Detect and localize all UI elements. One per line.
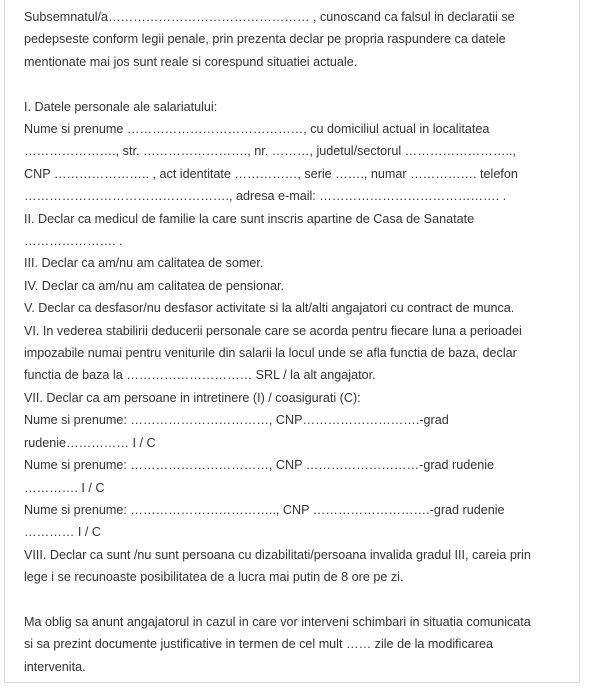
body-line: impozabile numai pentru veniturile din salarii la locul unde se afla functia de baza, declar — [24, 346, 517, 361]
closing-line: intervenita. — [24, 659, 86, 674]
document-content — [24, 6, 574, 678]
body-line: CNP ………………….. , act identitate ……………, serie ……., numar ……………. telefon — [24, 166, 518, 181]
paragraph-gap — [24, 73, 574, 95]
declaration-body — [24, 96, 574, 589]
dependent-line: rudenie…………… I / C — [24, 435, 156, 450]
body-line: lege i se recunoaste posibilitatea de a lucra mai putin de 8 ore pe zi. — [24, 570, 404, 585]
closing-line: si sa prezint documente justificative in termen de cel mult …… zile de la modificarea — [24, 637, 493, 652]
document-frame — [4, 0, 580, 683]
closing-line: Ma oblig sa anunt angajatorul in cazul in care vor interveni schimbari in situatia comunicata — [24, 614, 531, 629]
section-vii-line: VII. Declar ca am persoane in intretinere (I) / coasigurati (C): — [24, 390, 361, 405]
intro-line: Subsemnatul/a………………………………………… , cunoscand ca falsul in declaratii se — [24, 10, 515, 24]
dependent-line: Nume si prenume: ……………………………, CNP ………………………-grad rudenie — [24, 458, 495, 473]
section-v-line: V. Declar ca desfasor/nu desfasor activitate si la alt/alti angajatori cu contract de munca. — [24, 301, 515, 316]
section-vi-line: VI. In vederea stabilirii deducerii personale care se acorda pentru fiecare luna a perioadei — [24, 323, 522, 338]
paragraph-gap — [24, 589, 574, 611]
intro-paragraph — [24, 6, 574, 73]
dependent-line: Nume si prenume: …………………………….., CNP ……………………….-grad rudenie — [24, 502, 505, 517]
body-line: …………………., str. ……………………., nr. ………, judetul/sectorul …………………….., — [24, 144, 516, 159]
section-iii-line: III. Declar ca am/nu am calitatea de somer. — [24, 256, 264, 271]
dependent-line: Nume si prenume: ……………………………, CNP……………………….-grad — [24, 413, 449, 428]
intro-line: mentionate mai jos sunt reale si corespund situatiei actuale. — [24, 54, 358, 69]
section-viii-line: VIII. Declar ca sunt /nu sunt persoana cu dizabilitati/persoana invalida gradul III, careia prin — [24, 547, 531, 562]
dependent-line: …………. I / C — [24, 480, 105, 495]
section-ii-line: II. Declar ca medicul de familie la care sunt inscris apartine de Casa de Sanatate — [24, 211, 475, 226]
intro-line: pedepseste conform legii penale, prin prezenta declar pe propria raspundere ca datele — [24, 32, 506, 47]
body-line: Nume si prenume ……………………………………, cu domiciliul actual in localitatea — [24, 122, 490, 137]
body-line: …………………………………………., adresa e-mail: ……………………………………. . — [24, 189, 507, 204]
section-iv-line: IV. Declar ca am/nu am calitatea de pensionar. — [24, 278, 284, 293]
section-heading-personal-data: I. Datele personale ale salariatului: — [24, 99, 218, 114]
body-line: …………………. . — [24, 234, 123, 249]
body-line: functia de baza la ………………………… SRL / la alt angajator. — [24, 368, 376, 383]
dependent-line: ………… I / C — [24, 525, 101, 540]
closing-paragraph — [24, 611, 574, 678]
